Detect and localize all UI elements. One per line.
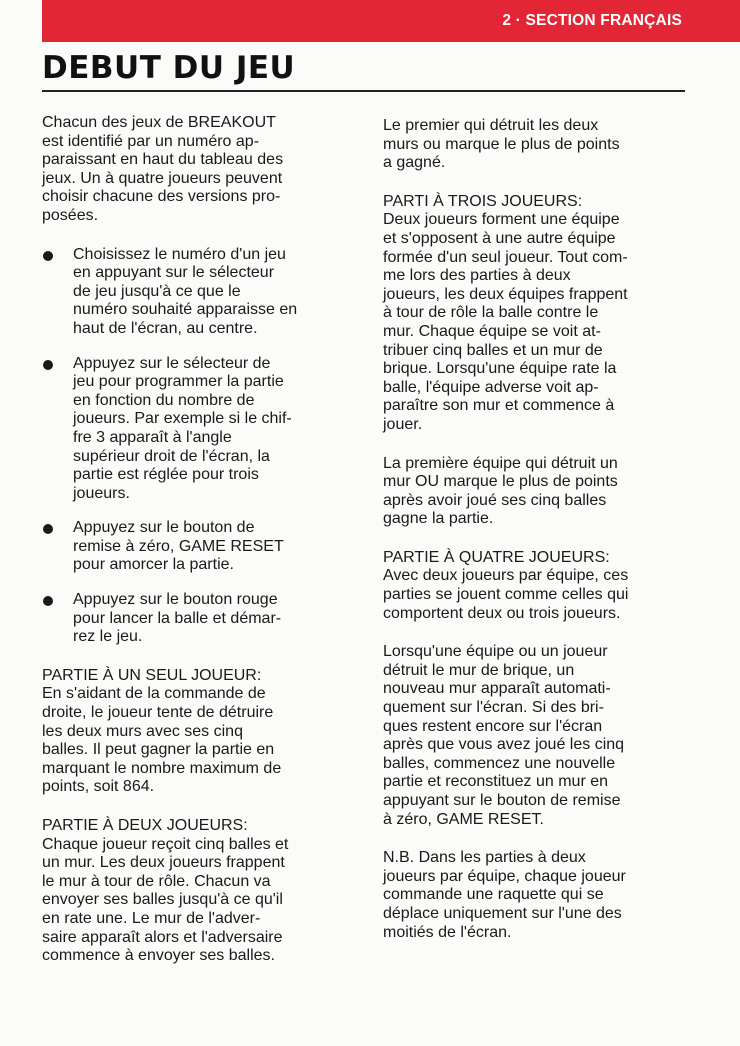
text-line: commande une raquette qui se [383,886,604,904]
text-line: jouer. [383,415,423,433]
text-line: moitiés de l'écran. [383,923,512,941]
text-line: saire apparaît alors et l'adversaire [42,928,283,946]
text-line: envoyer ses balles jusqu'à ce qu'il [42,891,283,909]
text-line: partie et reconstituez un mur en [383,773,609,791]
bullet-item-player-count [42,355,342,504]
text-line: numéro souhaité apparaisse en [73,301,298,319]
text-line: pour amorcer la partie. [73,556,234,574]
text-line: N.B. Dans les parties à deux [383,849,586,867]
nb-note-paragraph [383,849,688,942]
section-label: 2 · SECTION FRANÇAIS [502,12,682,29]
text-line: en rate une. Le mur de l'adver- [42,909,261,927]
text-line: Appuyez sur le bouton de [73,519,255,537]
text-line: détruit le mur de brique, un [383,661,575,679]
text-line: et s'opposent à une autre équipe [383,229,616,247]
text-line: choisir chacune des versions pro- [42,188,281,206]
text-line: joueurs par équipe, chaque joueur [383,867,626,885]
text-line: en appuyant sur le sélecteur [73,264,275,282]
text-line: balle, l'équipe adverse voit ap- [383,378,599,396]
text-line: ques restent encore sur l'écran [383,717,603,735]
text-line: Appuyez sur le sélecteur de [73,354,271,372]
text-line: un mur. Les deux joueurs frappent [42,854,285,872]
text-line: haut de l'écran, au centre. [73,319,258,337]
text-line: en fonction du nombre de [73,391,255,409]
text-line: posées. [42,206,99,224]
four-players-paragraph [383,567,688,623]
intro-paragraph [42,114,342,226]
bullet-item-red-button [42,591,342,647]
text-line: fre 3 apparaît à l'angle [73,428,232,446]
text-line: quement sur l'écran. Si des bri- [383,699,604,717]
text-line: gagne la partie. [383,510,494,528]
bullet-dot-icon [43,251,53,261]
text-line: à zéro, GAME RESET. [383,810,544,828]
text-line: paraître son mur et commence à [383,397,615,415]
two-players-continued-paragraph [383,117,688,173]
text-line: remise à zéro, GAME RESET [73,537,284,555]
text-line: à tour de rôle la balle contre le [383,304,599,322]
heading-four-players: PARTIE À QUATRE JOUEURS: [383,548,610,566]
text-line: droite, le joueur tente de détruire [42,704,274,722]
text-line: me lors des parties à deux [383,267,571,285]
text-line: Chacun des jeux de BREAKOUT [42,114,276,131]
single-player-paragraph [42,685,342,797]
text-line: les deux murs avec ses cinq [42,722,243,740]
text-line: partie est réglée pour trois [73,466,259,484]
text-line: le mur à tour de rôle. Chacun va [42,872,271,890]
text-line: déplace uniquement sur l'une des [383,904,622,922]
text-line: joueurs. [73,484,130,502]
text-line: Appuyez sur le bouton rouge [73,591,278,609]
text-line: tribuer cinq balles et un mur de [383,341,603,359]
text-line: paraissant en haut du tableau des [42,151,284,169]
text-line: a gagné. [383,154,446,172]
title-rule [42,90,685,92]
text-line: jeux. Un à quatre joueurs peuvent [42,169,283,187]
text-line: mur OU marque le plus de points [383,473,618,491]
heading-two-players: PARTIE À DEUX JOUEURS: [42,817,248,834]
section-header-band [42,0,740,42]
page-title: DEBUT DU JEU [42,50,296,86]
text-line: est identifié par un numéro ap- [42,132,260,150]
bullet-dot-icon [43,360,53,370]
two-players-paragraph [42,836,342,966]
wall-rebuild-paragraph [383,643,688,829]
text-line: Chaque joueur reçoit cinq balles et [42,835,289,853]
text-line: Le premier qui détruit les deux [383,117,599,134]
text-line: En s'aidant de la commande de [42,685,266,703]
text-line: rez le jeu. [73,628,143,646]
text-line: Choisissez le numéro d'un jeu [73,245,286,263]
text-line: parties se jouent comme celles qui [383,586,629,604]
text-line: pour lancer la balle et démar- [73,609,282,627]
text-line: Avec deux joueurs par équipe, ces [383,567,629,585]
text-line: joueurs, les deux équipes frappent [383,285,628,303]
text-line: La première équipe qui détruit un [383,454,618,472]
right-column [383,117,688,942]
text-line: commence à envoyer ses balles. [42,947,275,965]
text-line: après que vous avez joué les cinq [383,736,625,754]
heading-three-players: PARTI À TROIS JOUEURS: [383,192,583,210]
bullet-item-select-game [42,246,342,339]
text-line: joueurs. Par exemple si le chif- [73,410,292,428]
three-players-winner-paragraph [383,455,688,529]
text-line: points, soit 864. [42,778,155,796]
text-line: supérieur droit de l'écran, la [73,447,270,465]
text-line: balles, commencez une nouvelle [383,754,616,772]
text-line: nouveau mur apparaît automati- [383,680,611,698]
text-line: balles. Il peut gagner la partie en [42,741,275,759]
three-players-paragraph [383,211,688,434]
text-line: appuyant sur le bouton de remise [383,792,621,809]
text-line: formée d'un seul joueur. Tout com- [383,248,628,266]
text-line: marquant le nombre maximum de [42,759,282,777]
left-column [42,114,342,966]
bullet-dot-icon [43,596,53,606]
text-line: Lorsqu'une équipe ou un joueur [383,643,608,661]
text-line: comportent deux ou trois joueurs. [383,604,621,622]
text-line: de jeu jusqu'à ce que le [73,282,241,300]
text-line: après avoir joué ses cinq balles [383,491,607,509]
text-line: mur. Chaque équipe se voit at- [383,322,601,340]
bullet-item-game-reset [42,519,342,575]
text-line: murs ou marque le plus de points [383,135,620,153]
text-line: jeu pour programmer la partie [73,373,284,391]
heading-single-player: PARTIE À UN SEUL JOUEUR: [42,666,262,684]
text-line: brique. Lorsqu'une équipe rate la [383,360,617,378]
bullet-dot-icon [43,524,53,534]
text-line: Deux joueurs forment une équipe [383,211,620,229]
